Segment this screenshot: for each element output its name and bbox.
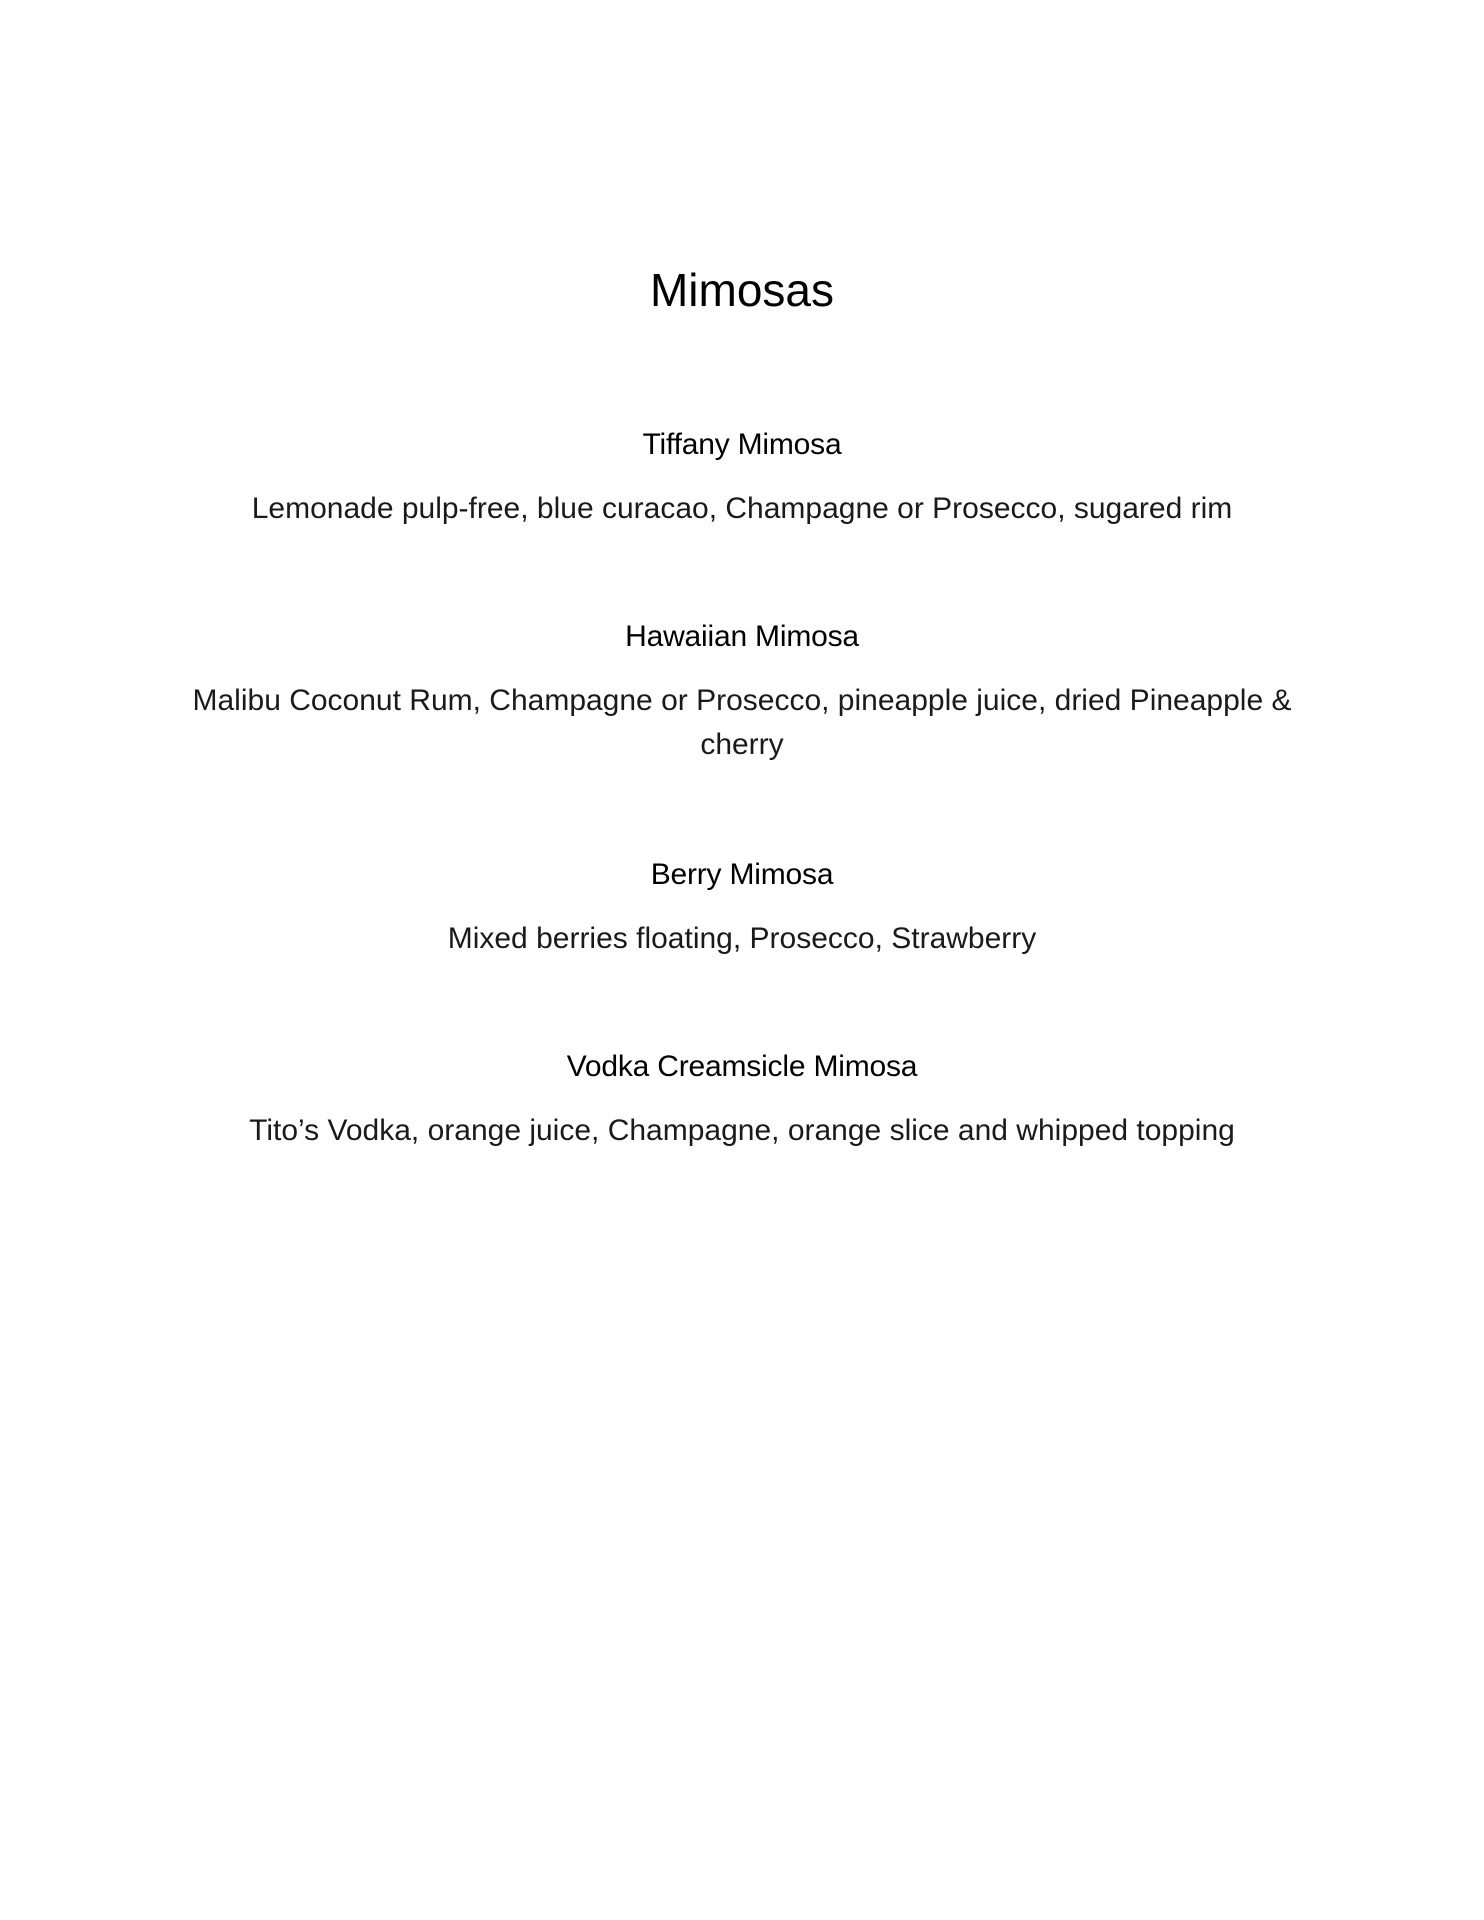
menu-item-berry-mimosa <box>170 855 1314 961</box>
item-name: Tiffany Mimosa <box>642 428 842 461</box>
menu-item-vodka-creamsicle-mimosa <box>170 1047 1314 1153</box>
item-description: Lemonade pulp-free, blue curacao, Champagne or Prosecco, sugared rim <box>251 492 1233 525</box>
menu-item-tiffany-mimosa <box>170 425 1314 531</box>
item-name: Hawaiian Mimosa <box>625 620 859 653</box>
menu-item-hawaiian-mimosa <box>170 617 1314 767</box>
item-name: Berry Mimosa <box>650 858 834 891</box>
page-title: Mimosas <box>649 264 835 316</box>
item-description: Tito’s Vodka, orange juice, Champagne, orange slice and whipped topping <box>249 1114 1235 1147</box>
item-description: Mixed berries floating, Prosecco, Strawberry <box>447 922 1037 955</box>
item-description: Malibu Coconut Rum, Champagne or Prosecco, pineapple juice, dried Pineapple & cherry <box>192 684 1292 761</box>
item-name: Vodka Creamsicle Mimosa <box>566 1050 918 1083</box>
